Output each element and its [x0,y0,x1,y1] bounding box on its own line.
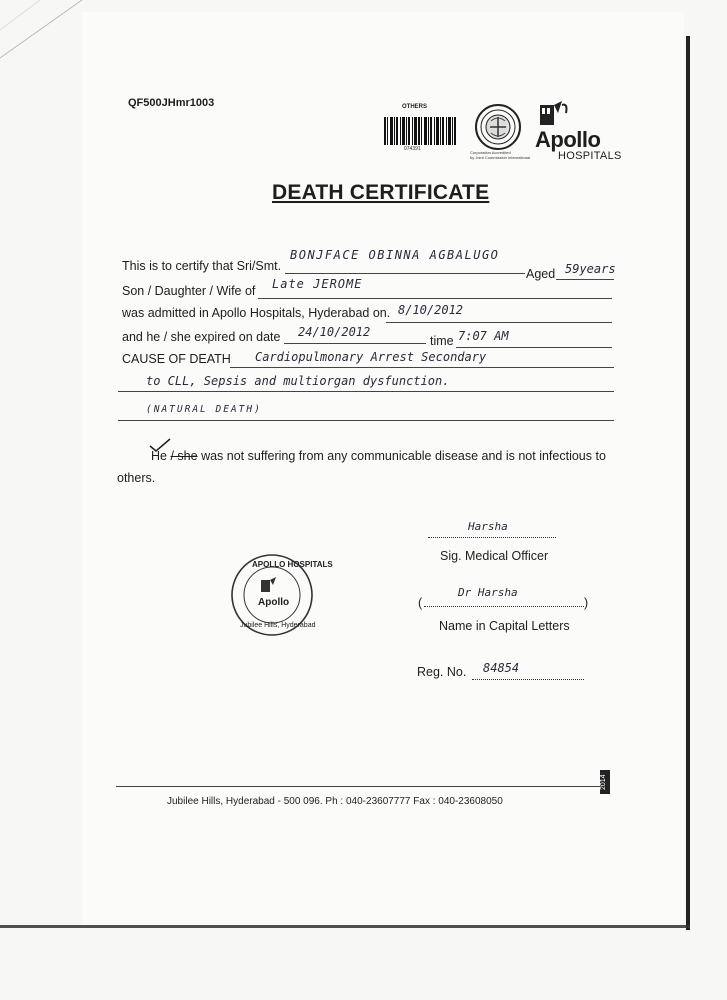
reg-number: 84854 [483,661,520,675]
cause-text-3: (NATURAL DEATH) [146,404,262,415]
folded-corner [0,0,90,60]
name-line [285,273,525,274]
barcode-number: 074391 [404,146,421,152]
document-title: DEATH CERTIFICATE [272,181,490,204]
footer-rule [116,786,600,787]
signature-mark: Harsha [468,520,508,533]
page-edge-right [686,36,690,930]
disease-statement-text: was not suffering from any communicable disease and is not infectious to [201,449,606,463]
disease-statement [151,449,606,463]
expired-label: and he / she expired on date [122,330,281,344]
accreditation-seal-icon [474,103,522,151]
age-value: 59years [565,262,616,276]
form-reference: QF500JHmr1003 [128,97,215,109]
expiry-time: 7:07 AM [458,329,509,343]
relation-label: Son / Daughter / Wife of [122,284,256,298]
relation-line [258,298,612,299]
side-code: 2014 [600,770,610,794]
cause-label: CAUSE OF DEATH [122,352,231,366]
stamp-bottom-text: Jubilee Hills, Hyderabad [240,622,316,629]
time-line [456,347,612,348]
disease-statement-end: others. [117,471,156,485]
admission-date: 8/10/2012 [398,303,464,317]
cause-line-1 [230,367,614,368]
cause-line-3 [118,420,614,421]
reg-line [472,679,584,680]
barcode [384,117,456,145]
reg-label: Reg. No. [417,665,467,679]
page-edge-bottom [0,925,690,928]
signature-line [428,537,556,538]
name-written: Dr Harsha [458,586,518,599]
name-label: Name in Capital Letters [439,619,570,633]
pronoun-she-struck: / she [170,449,198,463]
certify-label: This is to certify that Sri/Smt. [122,259,282,273]
parent-name: Late JEROME [272,277,363,291]
name-paren-close: ) [584,596,589,610]
expiry-date: 24/10/2012 [298,325,371,339]
name-line-dotted [424,606,584,607]
age-line [556,279,614,280]
accreditation-text: Corporation Accredited by Joint Commission International [470,150,531,160]
barcode-label: OTHERS [402,104,428,110]
name-paren-open: ( [418,596,423,610]
cause-line-2 [118,391,614,392]
expiry-date-line [284,343,426,344]
admission-line [386,322,612,323]
logo-subtitle: HOSPITALS [558,150,622,162]
aged-label: Aged [526,267,556,281]
patient-name: BONJFACE OBINNA AGBALUGO [290,248,500,262]
footer-address: Jubilee Hills, Hyderabad - 500 096. Ph : 040-23607777 Fax : 040-23608050 [167,796,503,807]
stamp-center-text: Apollo [258,597,290,608]
stamp-top-text: APOLLO HOSPITALS [252,560,333,569]
time-label: time [430,334,454,348]
pronoun-he: He [151,449,167,463]
admitted-label: was admitted in Apollo Hospitals, Hyderabad on. [122,306,391,320]
logo-wordmark: Apollo [535,127,601,152]
officer-label: Sig. Medical Officer [440,549,549,563]
cause-text-1: Cardiopulmonary Arrest Secondary [255,350,487,364]
cause-text-2: to CLL, Sepsis and multiorgan dysfunction. [146,374,450,388]
